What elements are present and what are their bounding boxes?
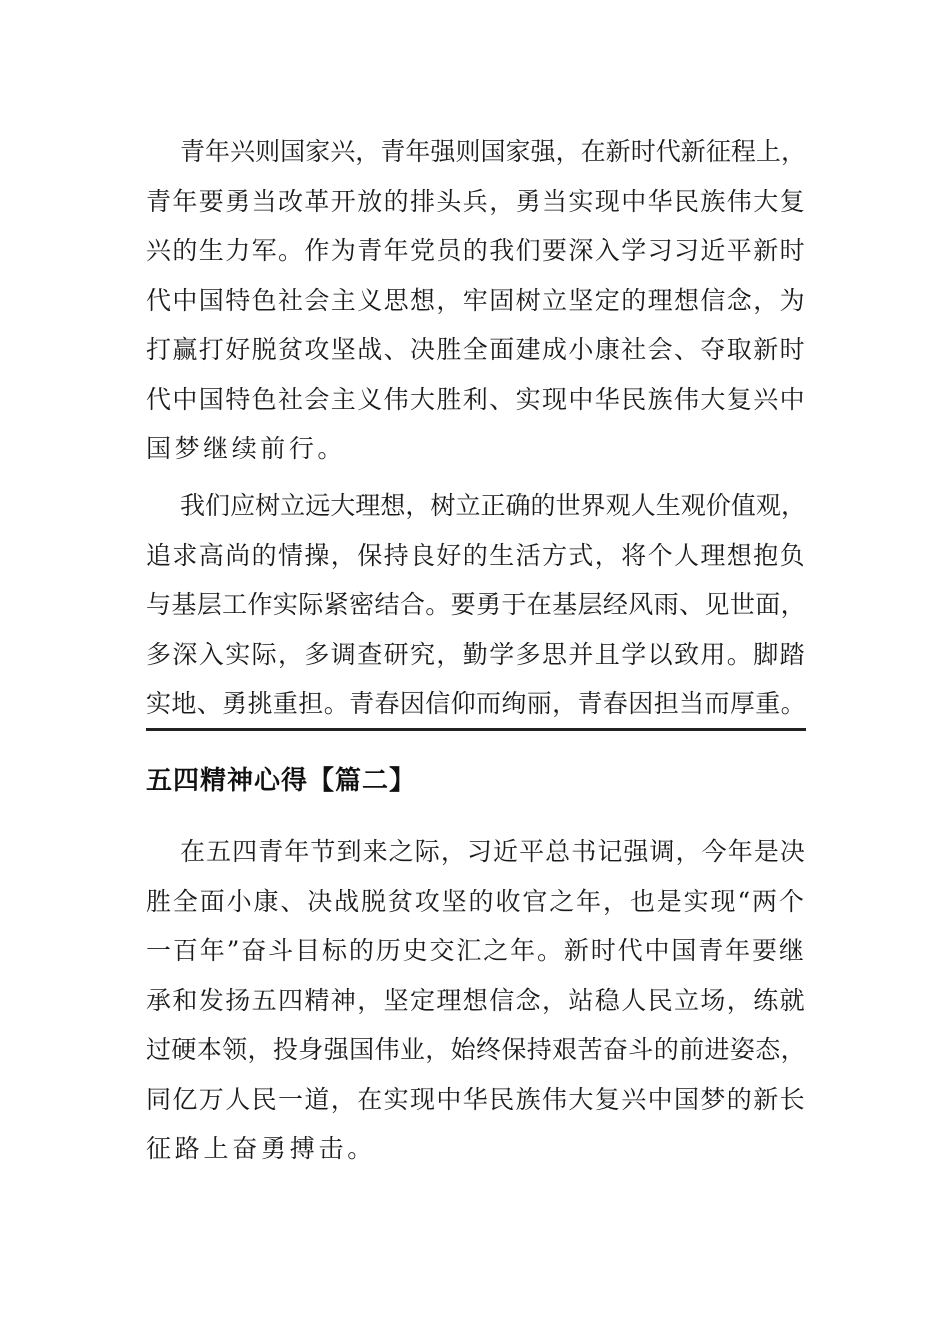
text-line: 胜全面小康、决战脱贫攻坚的收官之年，也是实现“两个 xyxy=(146,887,806,916)
text-line: 一百年”奋斗目标的历史交汇之年。新时代中国青年要继 xyxy=(146,936,806,965)
text-line: 与基层工作实际紧密结合。要勇于在基层经风雨、见世面， xyxy=(146,590,807,619)
text-line: 国梦继续前行。 xyxy=(146,434,347,463)
text-line: 在五四青年节到来之际，习近平总书记强调，今年是决 xyxy=(180,837,807,866)
text-line: 多深入实际，多调查研究，勤学多思并且学以致用。脚踏 xyxy=(146,640,807,669)
text-line: 我们应树立远大理想，树立正确的世界观人生观价值观， xyxy=(180,491,807,520)
text-line: 征路上奋勇搏击。 xyxy=(146,1134,377,1163)
section-heading: 五四精神心得【篇二】 xyxy=(146,766,417,796)
text-line: 同亿万人民一道，在实现中华民族伟大复兴中国梦的新长 xyxy=(146,1085,807,1114)
text-line: 代中国特色社会主义思想，牢固树立坚定的理想信念，为 xyxy=(146,286,807,315)
text-line: 青年兴则国家兴，青年强则国家强，在新时代新征程上， xyxy=(180,137,807,166)
text-line: 实地、勇挑重担。青春因信仰而绚丽，青春因担当而厚重。 xyxy=(146,689,807,718)
text-line: 打赢打好脱贫攻坚战、决胜全面建成小康社会、夺取新时 xyxy=(146,335,807,364)
text-line: 青年要勇当改革开放的排头兵，勇当实现中华民族伟大复 xyxy=(146,187,807,216)
text-line: 承和发扬五四精神，坚定理想信念，站稳人民立场，练就 xyxy=(146,986,807,1015)
text-line: 过硬本领，投身强国伟业，始终保持艰苦奋斗的前进姿态， xyxy=(146,1035,807,1064)
text-line: 代中国特色社会主义伟大胜利、实现中华民族伟大复兴中 xyxy=(146,385,807,414)
text-line: 追求高尚的情操，保持良好的生活方式，将个人理想抱负 xyxy=(146,541,807,570)
section-divider xyxy=(146,728,806,731)
text-line: 兴的生力军。作为青年党员的我们要深入学习习近平新时 xyxy=(146,236,807,265)
